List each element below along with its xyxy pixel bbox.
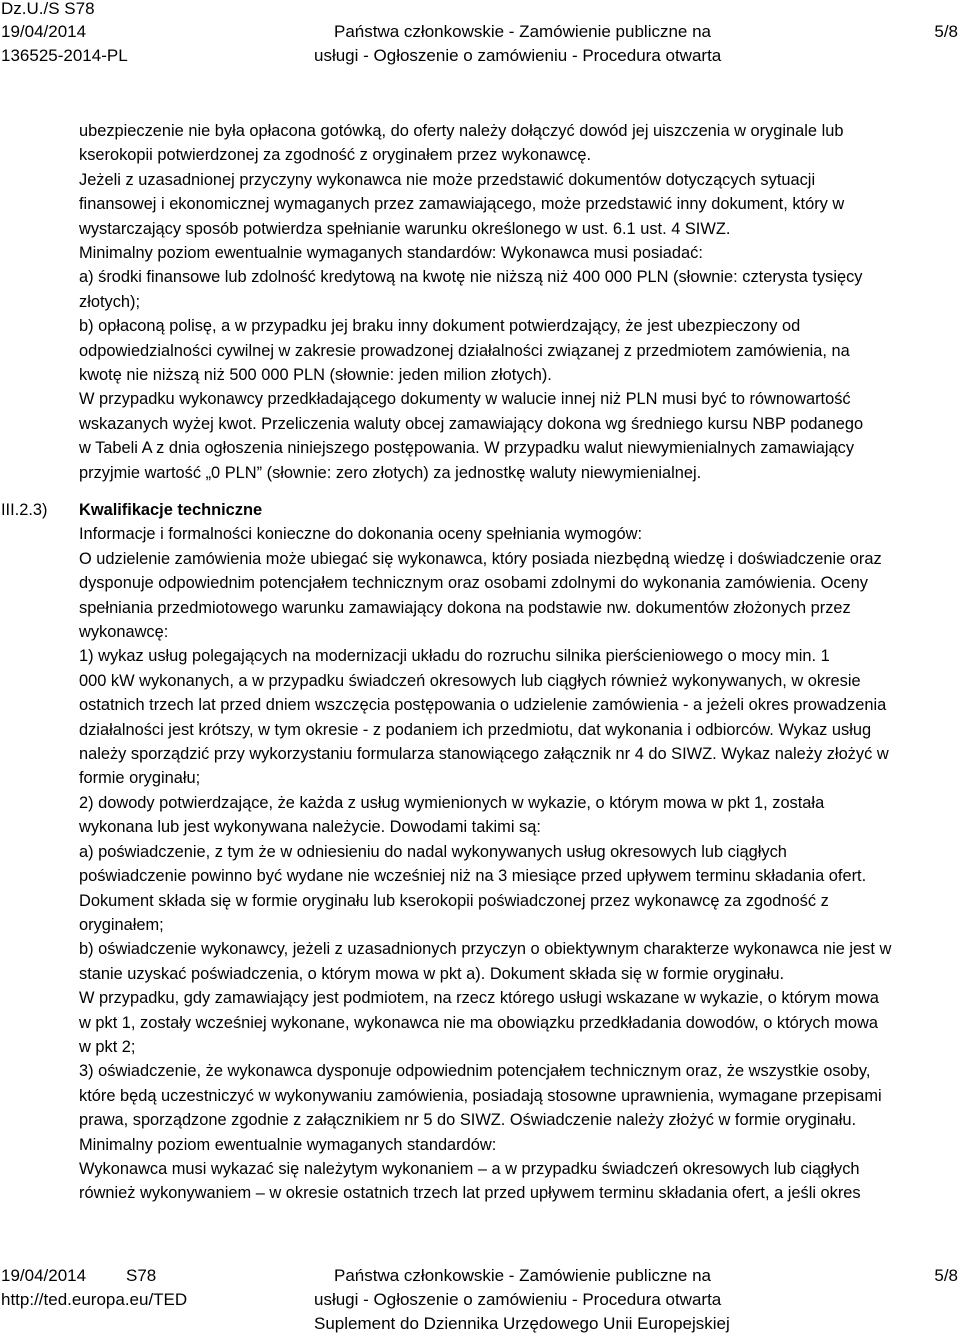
header-page-number: 5/8 bbox=[934, 22, 958, 41]
text-line: należy sporządzić przy wykorzystaniu formularza stanowiącego załącznik nr 4 do SIWZ. Wykaz należy złożyć w bbox=[79, 745, 889, 764]
notice-id: 136525-2014-PL bbox=[1, 46, 128, 65]
text-line: Jeżeli z uzasadnionej przyczyny wykonawca nie może przedstawić dokumentów dotyczących sytuacji bbox=[79, 170, 816, 189]
text-line: 1) wykaz usług polegających na modernizacji układu do rozruchu silnika pierścieniowego o mocy min. 1 bbox=[79, 647, 830, 666]
text-line: prawa, sporządzone zgodnie z załącznikiem nr 5 do SIWZ. Oświadczenie należy złożyć w formie oryginału. bbox=[79, 1111, 857, 1130]
text-line: 3) oświadczenie, że wykonawca dysponuje odpowiednim potencjałem technicznym oraz, że wszystkie osoby, bbox=[79, 1062, 871, 1081]
text-line: działalności jest krótszy, w tym okresie - z podaniem ich przedmiotu, dat wykonania i odbiorców. Wykaz usług bbox=[79, 720, 872, 739]
text-line: a) środki finansowe lub zdolność kredytową na kwotę nie niższą niż 400 000 PLN (słownie: czterysta tysięcy bbox=[79, 268, 863, 287]
text-line: ostatnich trzech lat przed dniem wszczęcia postępowania o udzielenie zamówienia - a jeżeli okres prowadzenia bbox=[79, 696, 887, 715]
text-line: stanie uzyskać poświadczenia, o którym mowa w pkt a). Dokument składa się w formie oryginału. bbox=[79, 964, 785, 983]
text-line: w Tabeli A z dnia ogłoszenia niniejszego postępowania. W przypadku walut niewymienialnych zamawiający bbox=[79, 439, 855, 458]
text-line: odpowiedzialności cywilnej w zakresie prowadzonej działalności związanej z przedmiotem zamówienia, na bbox=[79, 341, 850, 360]
section-title: Kwalifikacje techniczne bbox=[79, 501, 263, 519]
footer-series: S78 bbox=[126, 1266, 157, 1285]
section-number: III.2.3) bbox=[1, 501, 48, 519]
header-title-line1: Państwa członkowskie - Zamówienie publiczne na bbox=[334, 22, 712, 41]
text-line: kserokopii potwierdzonej za zgodność z oryginałem przez wykonawcę. bbox=[79, 146, 591, 165]
text-line: w pkt 1, zostały wcześniej wykonane, wykonawca nie ma obowiązku przedkładania dowodów, o których mowa bbox=[79, 1013, 878, 1032]
text-line: w pkt 2; bbox=[79, 1037, 136, 1056]
text-line: 2) dowody potwierdzające, że każda z usług wymienionych w wykazie, o którym mowa w pkt 1, została bbox=[79, 793, 825, 812]
text-line: a) poświadczenie, z tym że w odniesieniu do nadal wykonywanych usług okresowych lub ciągłych bbox=[79, 842, 787, 861]
text-line: W przypadku wykonawcy przedkładającego dokumenty w walucie innej niż PLN musi być to równowartość bbox=[79, 390, 851, 409]
text-line: oryginałem; bbox=[79, 915, 164, 934]
text-line: Wykonawca musi wykazać się należytym wykonaniem – a w przypadku świadczeń okresowych lub ciągłych bbox=[79, 1159, 860, 1178]
text-line: O udzielenie zamówienia może ubiegać się wykonawca, który posiada niezbędną wiedzę i doświadczenie oraz bbox=[79, 549, 882, 568]
continued-text-block bbox=[79, 119, 959, 485]
header-title-line2: usługi - Ogłoszenie o zamówieniu - Procedura otwarta bbox=[314, 46, 722, 65]
text-line: które będą uczestniczyć w wykonywaniu zamówienia, posiadają stosowne uprawnienia, wymagane przepisami bbox=[79, 1086, 882, 1105]
text-line: wskazanych wyżej kwot. Przeliczenia waluty obcej zamawiający dokona wg średniego kursu NBP podanego bbox=[79, 414, 864, 433]
text-line: przyjmie wartość „0 PLN” (słownie: zero złotych) za jednostkę waluty niewymienialnej. bbox=[79, 463, 702, 482]
text-line: wystarczający sposób potwierdza spełnianie warunku określonego w ust. 6.1 ust. 4 SIWZ. bbox=[79, 219, 731, 238]
section-block bbox=[79, 498, 959, 1206]
text-line: b) opłaconą polisę, a w przypadku jej braku inny dokument potwierdzający, że jest ubezpieczony od bbox=[79, 317, 801, 336]
text-line: Informacje i formalności konieczne do dokonania oceny spełniania wymogów: bbox=[79, 525, 643, 544]
text-line: Minimalny poziom ewentualnie wymaganych standardów: Wykonawca musi posiadać: bbox=[79, 244, 703, 263]
text-line: formie oryginału; bbox=[79, 769, 201, 788]
text-line: Dokument składa się w formie oryginału lub kserokopii poświadczonej przez wykonawcę za zgodność z bbox=[79, 891, 829, 910]
text-line: wykonawcę: bbox=[79, 623, 169, 642]
text-line: Minimalny poziom ewentualnie wymaganych standardów: bbox=[79, 1135, 497, 1154]
text-line: kwotę nie niższą niż 500 000 PLN (słownie: jeden milion złotych). bbox=[79, 366, 552, 385]
footer-url-link[interactable]: http://ted.europa.eu/TED bbox=[1, 1290, 188, 1309]
text-line: b) oświadczenie wykonawcy, jeżeli z uzasadnionych przyczyn o obiektywnym charakterze wykonawca nie jest w bbox=[79, 940, 892, 959]
footer-page-number: 5/8 bbox=[934, 1266, 958, 1285]
header-date: 19/04/2014 bbox=[1, 22, 87, 41]
text-line: W przypadku, gdy zamawiający jest podmiotem, na rzecz którego usługi wskazane w wykazie, o którym mowa bbox=[79, 989, 879, 1008]
footer-title-line1: Państwa członkowskie - Zamówienie publiczne na bbox=[334, 1266, 712, 1285]
footer-date: 19/04/2014 bbox=[1, 1266, 87, 1285]
footer-title-line2: usługi - Ogłoszenie o zamówieniu - Procedura otwarta bbox=[314, 1290, 722, 1309]
text-line: finansowej i ekonomicznej wymaganych przez zamawiającego, może przedstawić inny dokument, który w bbox=[79, 195, 845, 214]
text-line: spełniania przedmiotowego warunku zamawiający dokona na podstawie nw. dokumentów złożonych przez bbox=[79, 598, 851, 617]
text-line: 000 kW wykonanych, a w przypadku świadczeń okresowych lub ciągłych również wykonywanych, w okresie bbox=[79, 671, 861, 690]
journal-ref: Dz.U./S S78 bbox=[1, 0, 95, 18]
text-line: poświadczenie powinno być wydane nie wcześniej niż na 3 miesiące przed upływem terminu składania ofert. bbox=[79, 867, 867, 886]
text-line: dysponuje odpowiednim potencjałem technicznym oraz osobami zdolnymi do wykonania zamówienia. Oceny bbox=[79, 574, 868, 593]
text-line: złotych); bbox=[79, 292, 141, 311]
text-line: ubezpieczenie nie była opłacona gotówką, do oferty należy dołączyć dowód jej uiszczenia w oryginale lub bbox=[79, 122, 844, 140]
footer-title-line3: Suplement do Dziennika Urzędowego Unii Europejskiej bbox=[314, 1314, 730, 1333]
text-line: również wykonywaniem – w okresie ostatnich trzech lat przed upływem terminu składania ofert, a jeśli okres bbox=[79, 1184, 861, 1203]
text-line: wykonana lub jest wykonywana należycie. Dowodami takimi są: bbox=[79, 818, 541, 837]
